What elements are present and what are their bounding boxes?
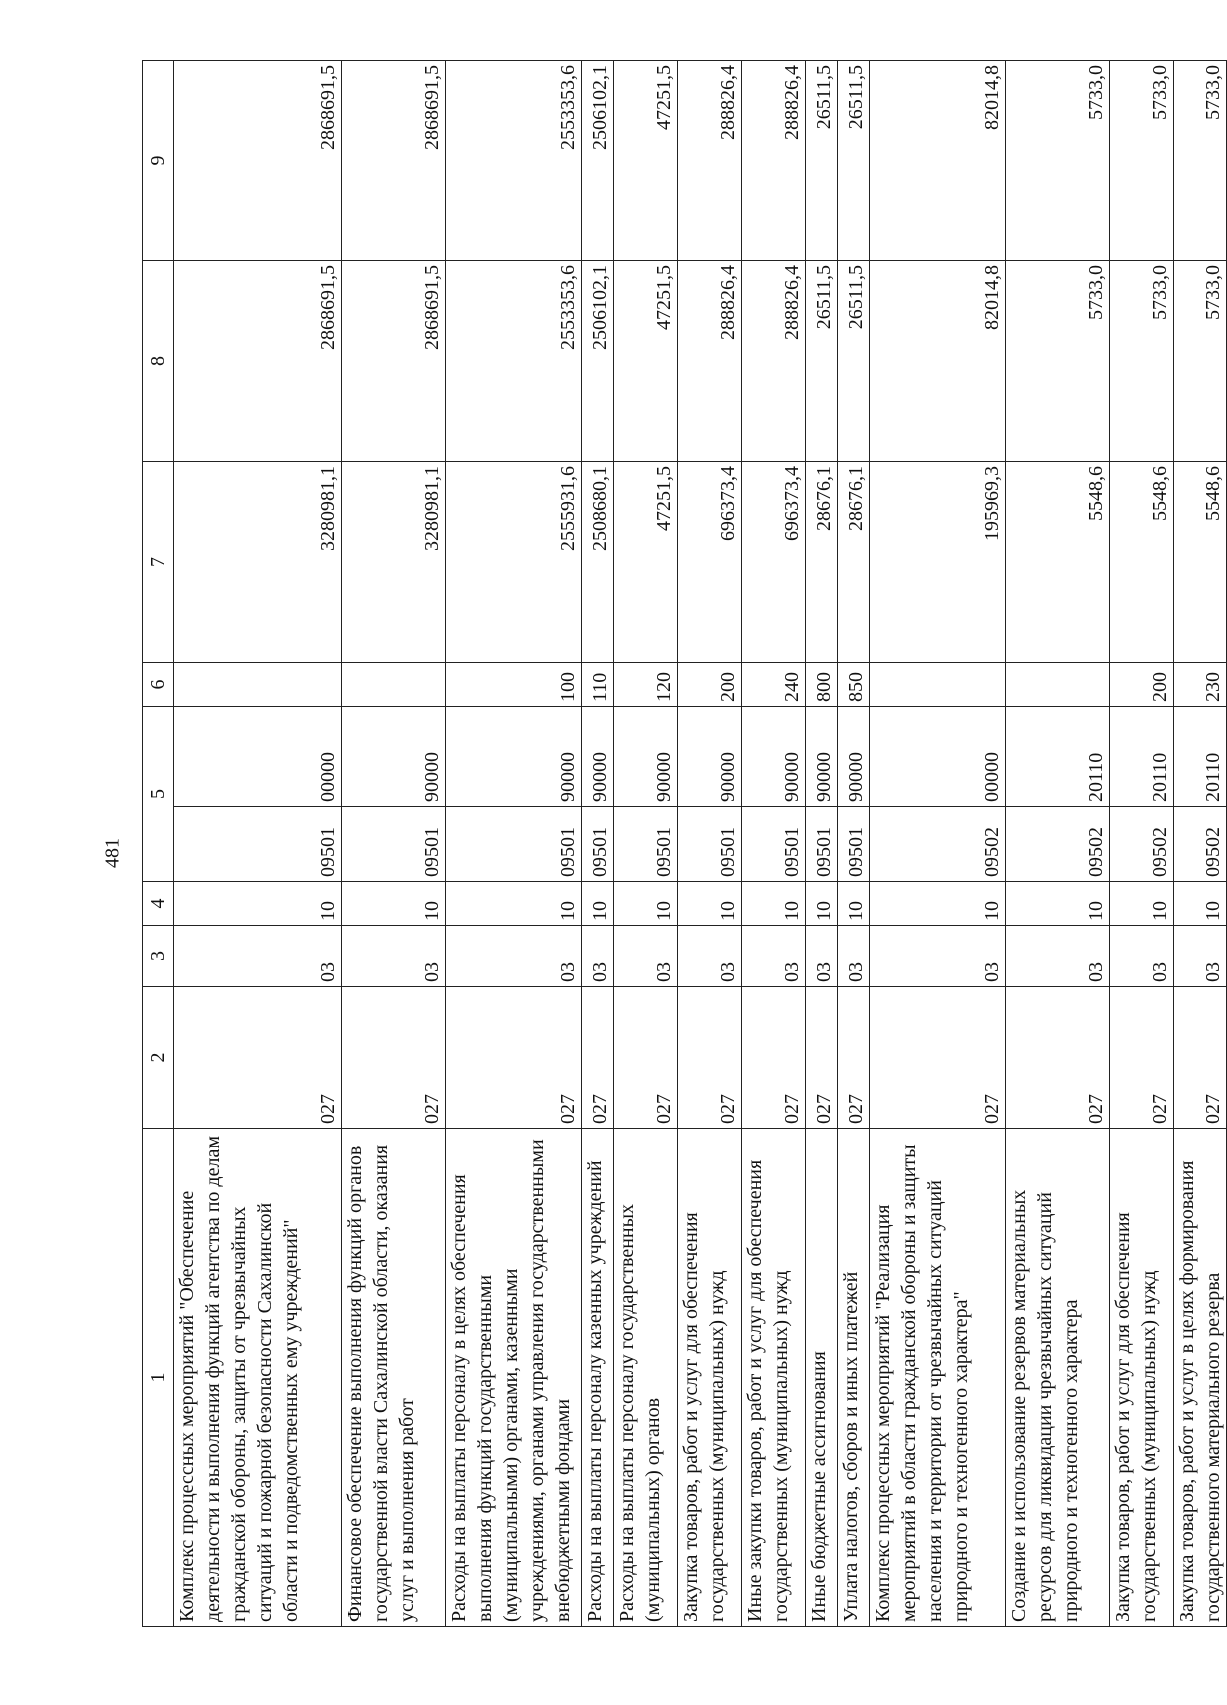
cell-col-2: 027 — [446, 987, 582, 1129]
budget-table — [142, 60, 1227, 1627]
row-name-cell: Закупка товаров, работ и услуг в целях формирования государственного материального резерва — [1174, 1129, 1227, 1627]
cell-col-7: 696373,4 — [678, 462, 742, 663]
table-row — [838, 61, 870, 1627]
cell-col-4: 10 — [614, 882, 678, 926]
cell-col-7: 2508680,1 — [582, 462, 614, 663]
cell-col-6: 100 — [446, 663, 582, 707]
cell-col-6: 850 — [838, 663, 870, 707]
cell-col-2: 027 — [342, 987, 446, 1129]
cell-col-5-b: 00000 — [870, 707, 1006, 807]
cell-col-5-b: 20110 — [1110, 707, 1174, 807]
cell-col-7: 47251,5 — [614, 462, 678, 663]
cell-col-5-a: 09501 — [806, 807, 838, 882]
cell-col-4: 10 — [1006, 882, 1110, 926]
cell-col-2: 027 — [1174, 987, 1227, 1129]
table-row — [174, 61, 342, 1627]
row-name-cell: Расходы на выплаты персоналу государственных (муниципальных) органов — [614, 1129, 678, 1627]
cell-col-5-b: 00000 — [174, 707, 342, 807]
cell-col-5-b: 90000 — [614, 707, 678, 807]
cell-col-3: 03 — [742, 926, 806, 987]
cell-col-4: 10 — [678, 882, 742, 926]
page-number-strip — [100, 0, 126, 1705]
cell-col-7: 5548,6 — [1110, 462, 1174, 663]
cell-col-5-a: 09501 — [742, 807, 806, 882]
cell-col-3: 03 — [1110, 926, 1174, 987]
cell-col-4: 10 — [838, 882, 870, 926]
cell-col-8: 82014,8 — [870, 261, 1006, 462]
cell-col-5-a: 09501 — [614, 807, 678, 882]
cell-col-2: 027 — [1006, 987, 1110, 1129]
table-row — [1174, 61, 1227, 1627]
table-row — [614, 61, 678, 1627]
page-number: 481 — [101, 837, 124, 868]
cell-col-4: 10 — [742, 882, 806, 926]
cell-col-3: 03 — [1006, 926, 1110, 987]
cell-col-9: 5733,0 — [1174, 61, 1227, 261]
table-row — [582, 61, 614, 1627]
cell-col-8: 288826,4 — [678, 261, 742, 462]
cell-col-6: 110 — [582, 663, 614, 707]
cell-col-6 — [174, 663, 342, 707]
cell-col-7: 28676,1 — [806, 462, 838, 663]
row-name-cell: Иные закупки товаров, работ и услуг для обеспечения государственных (муниципальных) нужд — [742, 1129, 806, 1627]
header-cell: 7 — [143, 462, 174, 663]
cell-col-7: 195969,3 — [870, 462, 1006, 663]
cell-col-5-a: 09501 — [446, 807, 582, 882]
cell-col-9: 2868691,5 — [342, 61, 446, 261]
cell-col-9: 82014,8 — [870, 61, 1006, 261]
header-cell: 2 — [143, 987, 174, 1129]
header-cell: 1 — [143, 1129, 174, 1627]
cell-col-9: 26511,5 — [838, 61, 870, 261]
header-cell: 4 — [143, 882, 174, 926]
cell-col-4: 10 — [174, 882, 342, 926]
cell-col-5-a: 09502 — [1006, 807, 1110, 882]
row-name-cell: Финансовое обеспечение выполнения функций органов государственной власти Сахалинской области, оказания услуг и выполнения работ — [342, 1129, 446, 1627]
row-name-cell: Иные бюджетные ассигнования — [806, 1129, 838, 1627]
cell-col-4: 10 — [870, 882, 1006, 926]
cell-col-6: 120 — [614, 663, 678, 707]
cell-col-8: 26511,5 — [806, 261, 838, 462]
cell-col-2: 027 — [678, 987, 742, 1129]
cell-col-7: 5548,6 — [1174, 462, 1227, 663]
cell-col-5-b: 90000 — [446, 707, 582, 807]
cell-col-8: 26511,5 — [838, 261, 870, 462]
cell-col-7: 3280981,1 — [174, 462, 342, 663]
cell-col-5-a: 09502 — [1174, 807, 1227, 882]
cell-col-5-a: 09502 — [1110, 807, 1174, 882]
cell-col-3: 03 — [582, 926, 614, 987]
cell-col-3: 03 — [446, 926, 582, 987]
row-name-cell: Уплата налогов, сборов и иных платежей — [838, 1129, 870, 1627]
cell-col-2: 027 — [742, 987, 806, 1129]
table-row — [742, 61, 806, 1627]
cell-col-7: 5548,6 — [1006, 462, 1110, 663]
cell-col-5-b: 90000 — [838, 707, 870, 807]
cell-col-5-a: 09501 — [838, 807, 870, 882]
row-name-cell: Закупка товаров, работ и услуг для обеспечения государственных (муниципальных) нужд — [678, 1129, 742, 1627]
cell-col-3: 03 — [678, 926, 742, 987]
table-row — [1110, 61, 1174, 1627]
cell-col-2: 027 — [838, 987, 870, 1129]
cell-col-9: 2553353,6 — [446, 61, 582, 261]
cell-col-6: 200 — [678, 663, 742, 707]
table-row — [870, 61, 1006, 1627]
cell-col-5-a: 09502 — [870, 807, 1006, 882]
cell-col-5-a: 09501 — [174, 807, 342, 882]
cell-col-5-a: 09501 — [342, 807, 446, 882]
cell-col-3: 03 — [342, 926, 446, 987]
cell-col-8: 2506102,1 — [582, 261, 614, 462]
table-row — [1006, 61, 1110, 1627]
cell-col-5-b: 90000 — [806, 707, 838, 807]
cell-col-4: 10 — [342, 882, 446, 926]
cell-col-2: 027 — [174, 987, 342, 1129]
header-cell: 3 — [143, 926, 174, 987]
header-cell: 8 — [143, 261, 174, 462]
cell-col-8: 288826,4 — [742, 261, 806, 462]
cell-col-3: 03 — [806, 926, 838, 987]
cell-col-5-a: 09501 — [582, 807, 614, 882]
row-name-cell: Расходы на выплаты персоналу в целях обеспечения выполнения функций государственными (муниципальными) органами, казенными учреждениями, органами управления государственными внебюджетными фондами — [446, 1129, 582, 1627]
cell-col-3: 03 — [614, 926, 678, 987]
cell-col-2: 027 — [614, 987, 678, 1129]
cell-col-7: 2555931,6 — [446, 462, 582, 663]
cell-col-5-b: 20110 — [1174, 707, 1227, 807]
row-name-cell: Закупка товаров, работ и услуг для обеспечения государственных (муниципальных) нужд — [1110, 1129, 1174, 1627]
cell-col-7: 696373,4 — [742, 462, 806, 663]
cell-col-4: 10 — [1174, 882, 1227, 926]
cell-col-5-b: 90000 — [582, 707, 614, 807]
cell-col-8: 2868691,5 — [342, 261, 446, 462]
cell-col-9: 288826,4 — [678, 61, 742, 261]
cell-col-8: 5733,0 — [1110, 261, 1174, 462]
cell-col-6: 230 — [1174, 663, 1227, 707]
cell-col-3: 03 — [174, 926, 342, 987]
row-name-cell: Комплекс процессных мероприятий "Реализация мероприятий в области гражданской обороны и защиты населения и территории от чрезвычайных ситуаций природного и техногенного характера" — [870, 1129, 1006, 1627]
cell-col-3: 03 — [870, 926, 1006, 987]
row-name-cell: Комплекс процессных мероприятий "Обеспечение деятельности и выполнения функций агентства по делам гражданской обороны, защиты от чрезвычайных ситуаций и пожарной безопасности Сахалинской области и подведомственных ему учреждений" — [174, 1129, 342, 1627]
cell-col-9: 5733,0 — [1110, 61, 1174, 261]
cell-col-4: 10 — [446, 882, 582, 926]
cell-col-4: 10 — [1110, 882, 1174, 926]
cell-col-9: 2868691,5 — [174, 61, 342, 261]
table-body — [143, 61, 1227, 1627]
cell-col-4: 10 — [582, 882, 614, 926]
cell-col-7: 28676,1 — [838, 462, 870, 663]
table-row — [342, 61, 446, 1627]
row-name-cell: Создание и использование резервов материальных ресурсов для ликвидации чрезвычайных ситуаций природного и техногенного характера — [1006, 1129, 1110, 1627]
cell-col-2: 027 — [806, 987, 838, 1129]
header-cell: 6 — [143, 663, 174, 707]
cell-col-9: 2506102,1 — [582, 61, 614, 261]
cell-col-5-a: 09501 — [678, 807, 742, 882]
cell-col-6 — [342, 663, 446, 707]
cell-col-5-b: 90000 — [678, 707, 742, 807]
cell-col-7: 3280981,1 — [342, 462, 446, 663]
cell-col-6 — [1006, 663, 1110, 707]
cell-col-3: 03 — [1174, 926, 1227, 987]
cell-col-5-b: 90000 — [342, 707, 446, 807]
cell-col-6 — [870, 663, 1006, 707]
cell-col-6: 240 — [742, 663, 806, 707]
cell-col-5-b: 90000 — [742, 707, 806, 807]
cell-col-9: 288826,4 — [742, 61, 806, 261]
cell-col-2: 027 — [582, 987, 614, 1129]
cell-col-6: 200 — [1110, 663, 1174, 707]
table-row — [678, 61, 742, 1627]
header-cell: 5 — [143, 707, 174, 882]
cell-col-2: 027 — [1110, 987, 1174, 1129]
cell-col-8: 2868691,5 — [174, 261, 342, 462]
cell-col-8: 5733,0 — [1006, 261, 1110, 462]
table-header-row — [143, 61, 174, 1627]
cell-col-9: 26511,5 — [806, 61, 838, 261]
cell-col-8: 47251,5 — [614, 261, 678, 462]
table-row — [446, 61, 582, 1627]
cell-col-3: 03 — [838, 926, 870, 987]
cell-col-6: 800 — [806, 663, 838, 707]
cell-col-4: 10 — [806, 882, 838, 926]
cell-col-8: 5733,0 — [1174, 261, 1227, 462]
cell-col-8: 2553353,6 — [446, 261, 582, 462]
cell-col-9: 5733,0 — [1006, 61, 1110, 261]
rotated-table-container — [142, 61, 1224, 1627]
cell-col-2: 027 — [870, 987, 1006, 1129]
header-cell: 9 — [143, 61, 174, 261]
row-name-cell: Расходы на выплаты персоналу казенных учреждений — [582, 1129, 614, 1627]
cell-col-9: 47251,5 — [614, 61, 678, 261]
table-row — [806, 61, 838, 1627]
cell-col-5-b: 20110 — [1006, 707, 1110, 807]
